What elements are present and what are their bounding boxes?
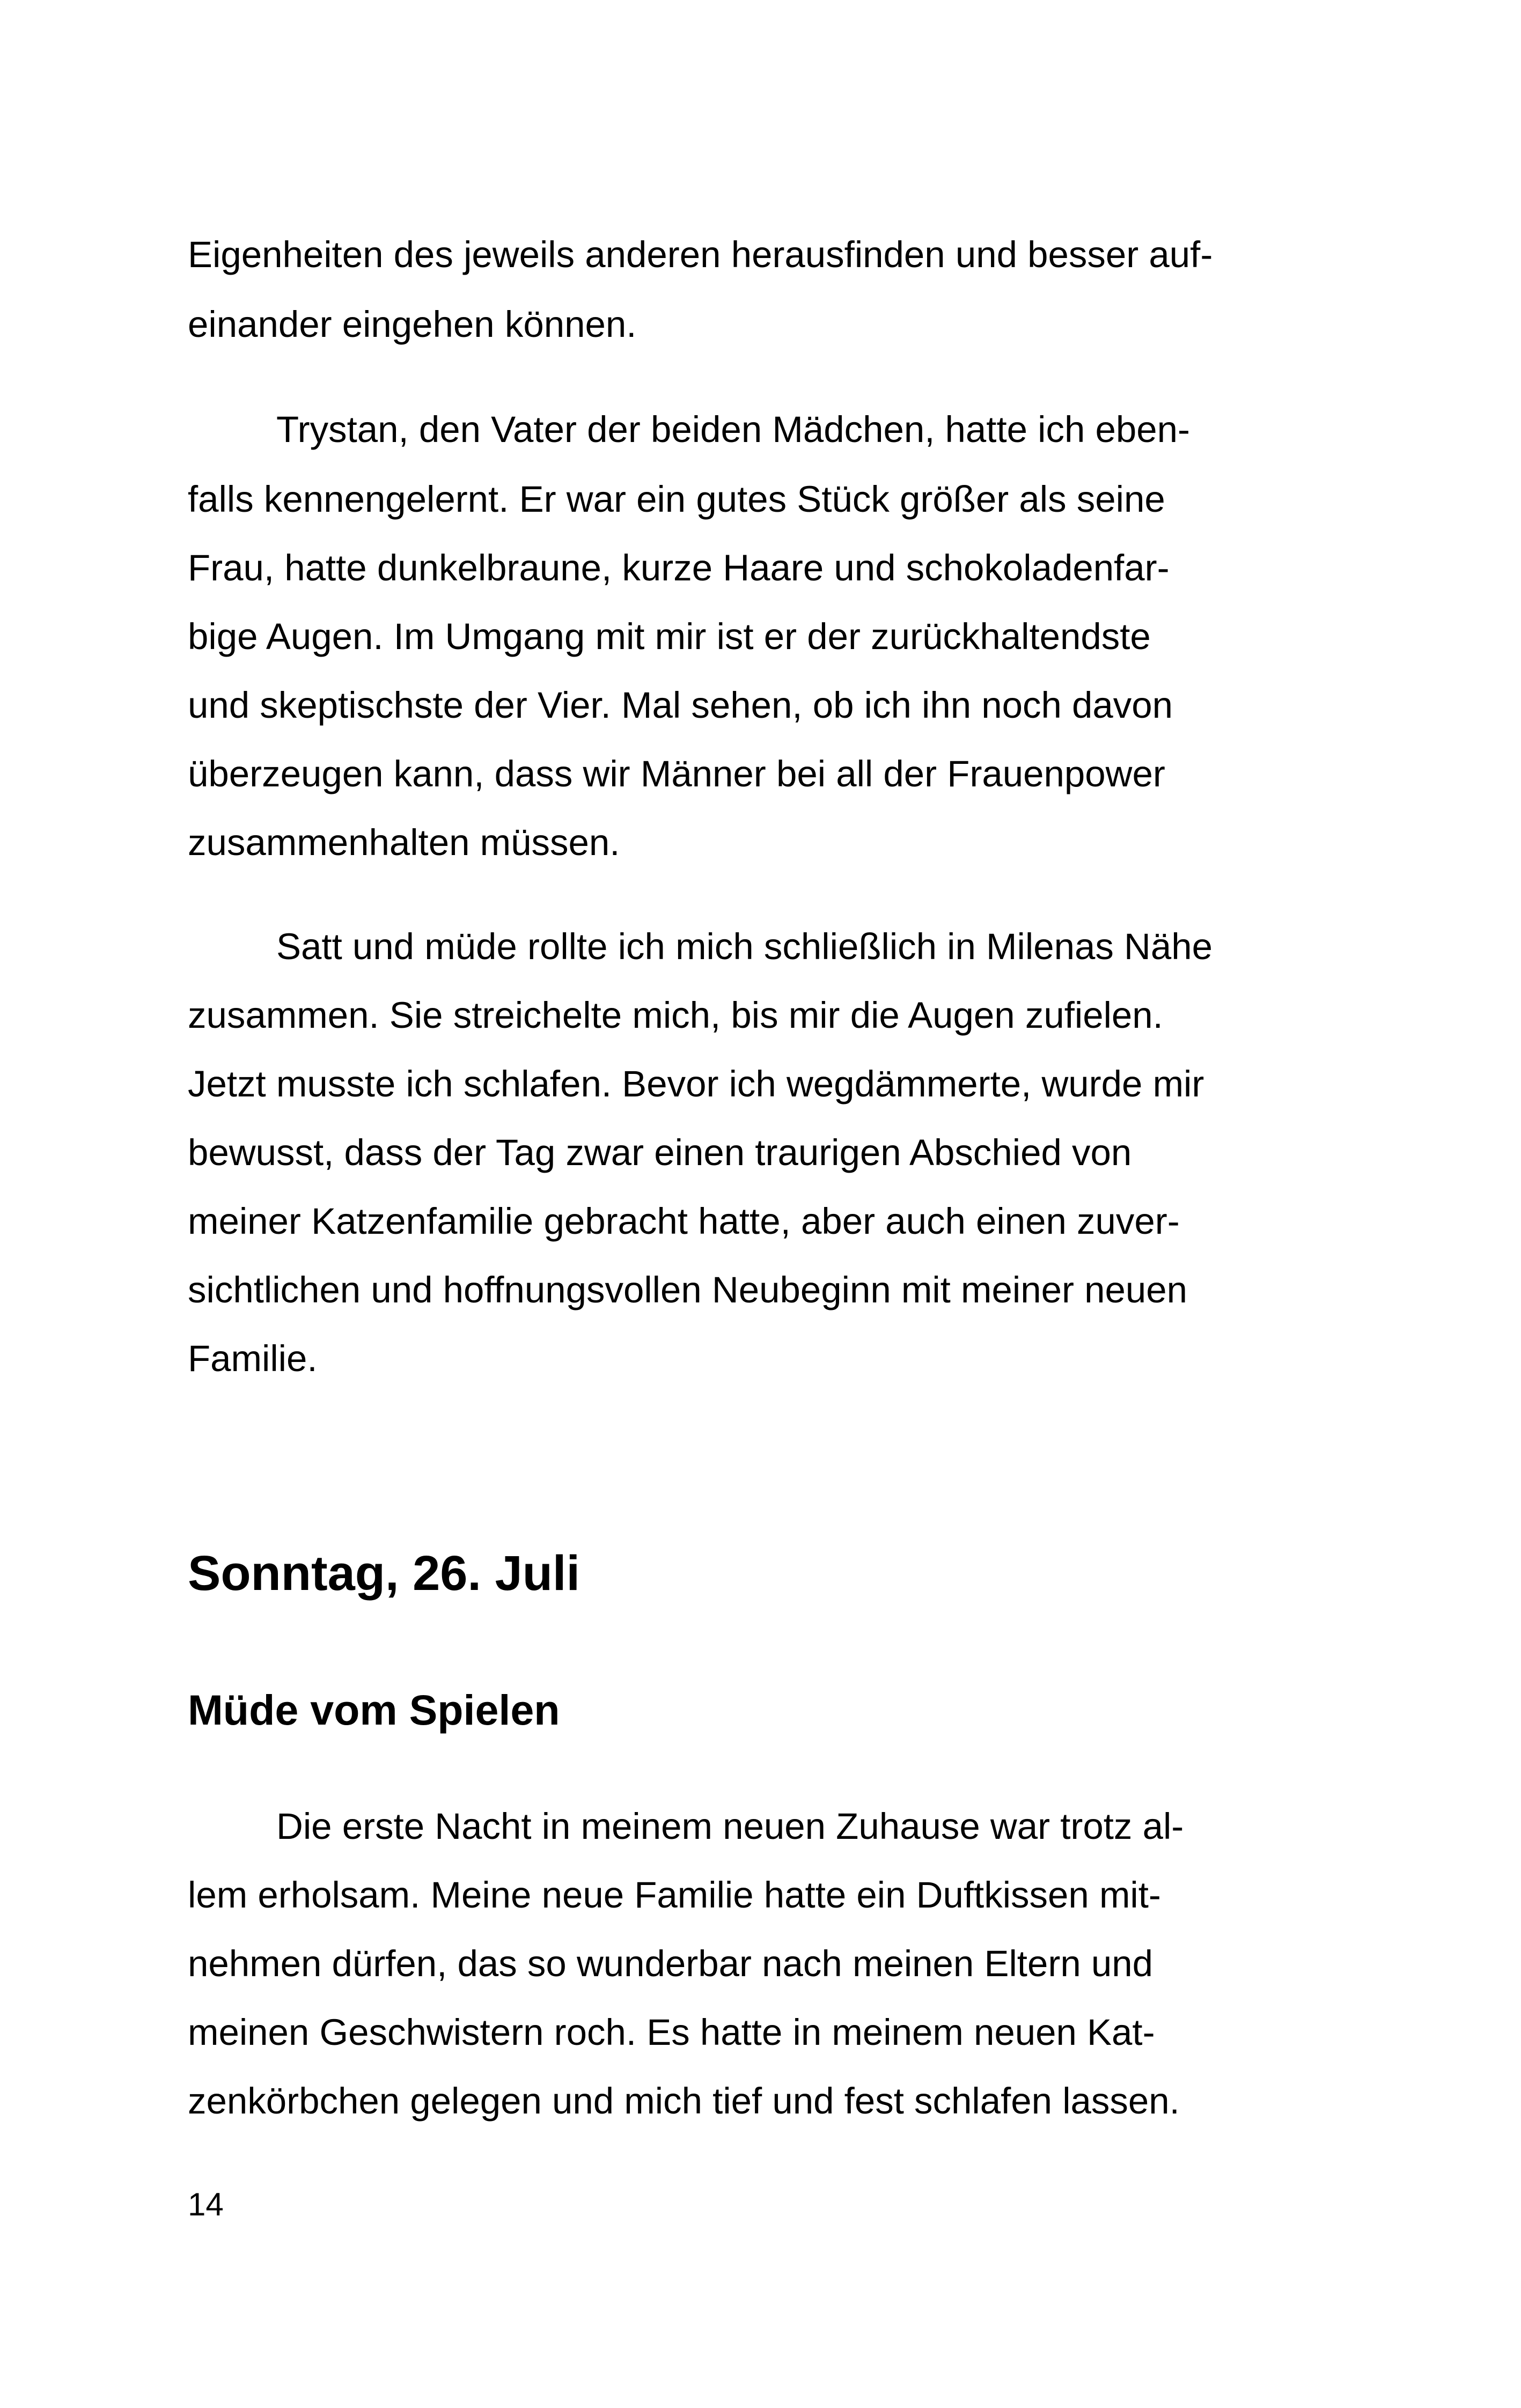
page-number: 14: [188, 2186, 224, 2222]
text-line: und skeptischste der Vier. Mal sehen, ob ich ihn noch davon: [188, 684, 1173, 726]
text-line: nehmen dürfen, das so wunderbar nach meinen Eltern und: [188, 1943, 1153, 1984]
text-line: bige Augen. Im Umgang mit mir ist er der zurückhaltendste: [188, 616, 1151, 657]
text-line: einander eingehen können.: [188, 304, 637, 345]
book-page: [188, 0, 1314, 2408]
text-line: bewusst, dass der Tag zwar einen traurigen Abschied von: [188, 1132, 1132, 1173]
text-line: sichtlichen und hoffnungsvollen Neubeginn mit meiner neuen: [188, 1269, 1187, 1310]
text-line: zenkörbchen gelegen und mich tief und fest schlafen lassen.: [188, 2080, 1180, 2122]
text-line: Trystan, den Vater der beiden Mädchen, hatte ich eben-: [276, 409, 1191, 450]
text-line: Satt und müde rollte ich mich schließlich in Milenas Nähe: [276, 926, 1213, 967]
text-line: Jetzt musste ich schlafen. Bevor ich wegdämmerte, wurde mir: [188, 1063, 1204, 1104]
section-heading: Müde vom Spielen: [188, 1686, 560, 1734]
text-line: Familie.: [188, 1338, 318, 1379]
text-line: zusammenhalten müssen.: [188, 822, 620, 863]
text-line: lem erholsam. Meine neue Familie hatte ein Duftkissen mit-: [188, 1874, 1161, 1916]
text-line: überzeugen kann, dass wir Männer bei all der Frauenpower: [188, 753, 1165, 794]
text-line: Die erste Nacht in meinem neuen Zuhause war trotz al-: [276, 1806, 1184, 1847]
text-line: Eigenheiten des jeweils anderen herausfinden und besser auf-: [188, 234, 1213, 275]
text-line: Frau, hatte dunkelbraune, kurze Haare und schokoladenfar-: [188, 547, 1170, 588]
text-line: zusammen. Sie streichelte mich, bis mir die Augen zufielen.: [188, 995, 1163, 1036]
text-line: meinen Geschwistern roch. Es hatte in meinem neuen Kat-: [188, 2012, 1155, 2053]
text-line: meiner Katzenfamilie gebracht hatte, aber auch einen zuver-: [188, 1201, 1180, 1242]
text-line: falls kennengelernt. Er war ein gutes Stück größer als seine: [188, 478, 1165, 520]
chapter-heading: Sonntag, 26. Juli: [188, 1546, 581, 1601]
